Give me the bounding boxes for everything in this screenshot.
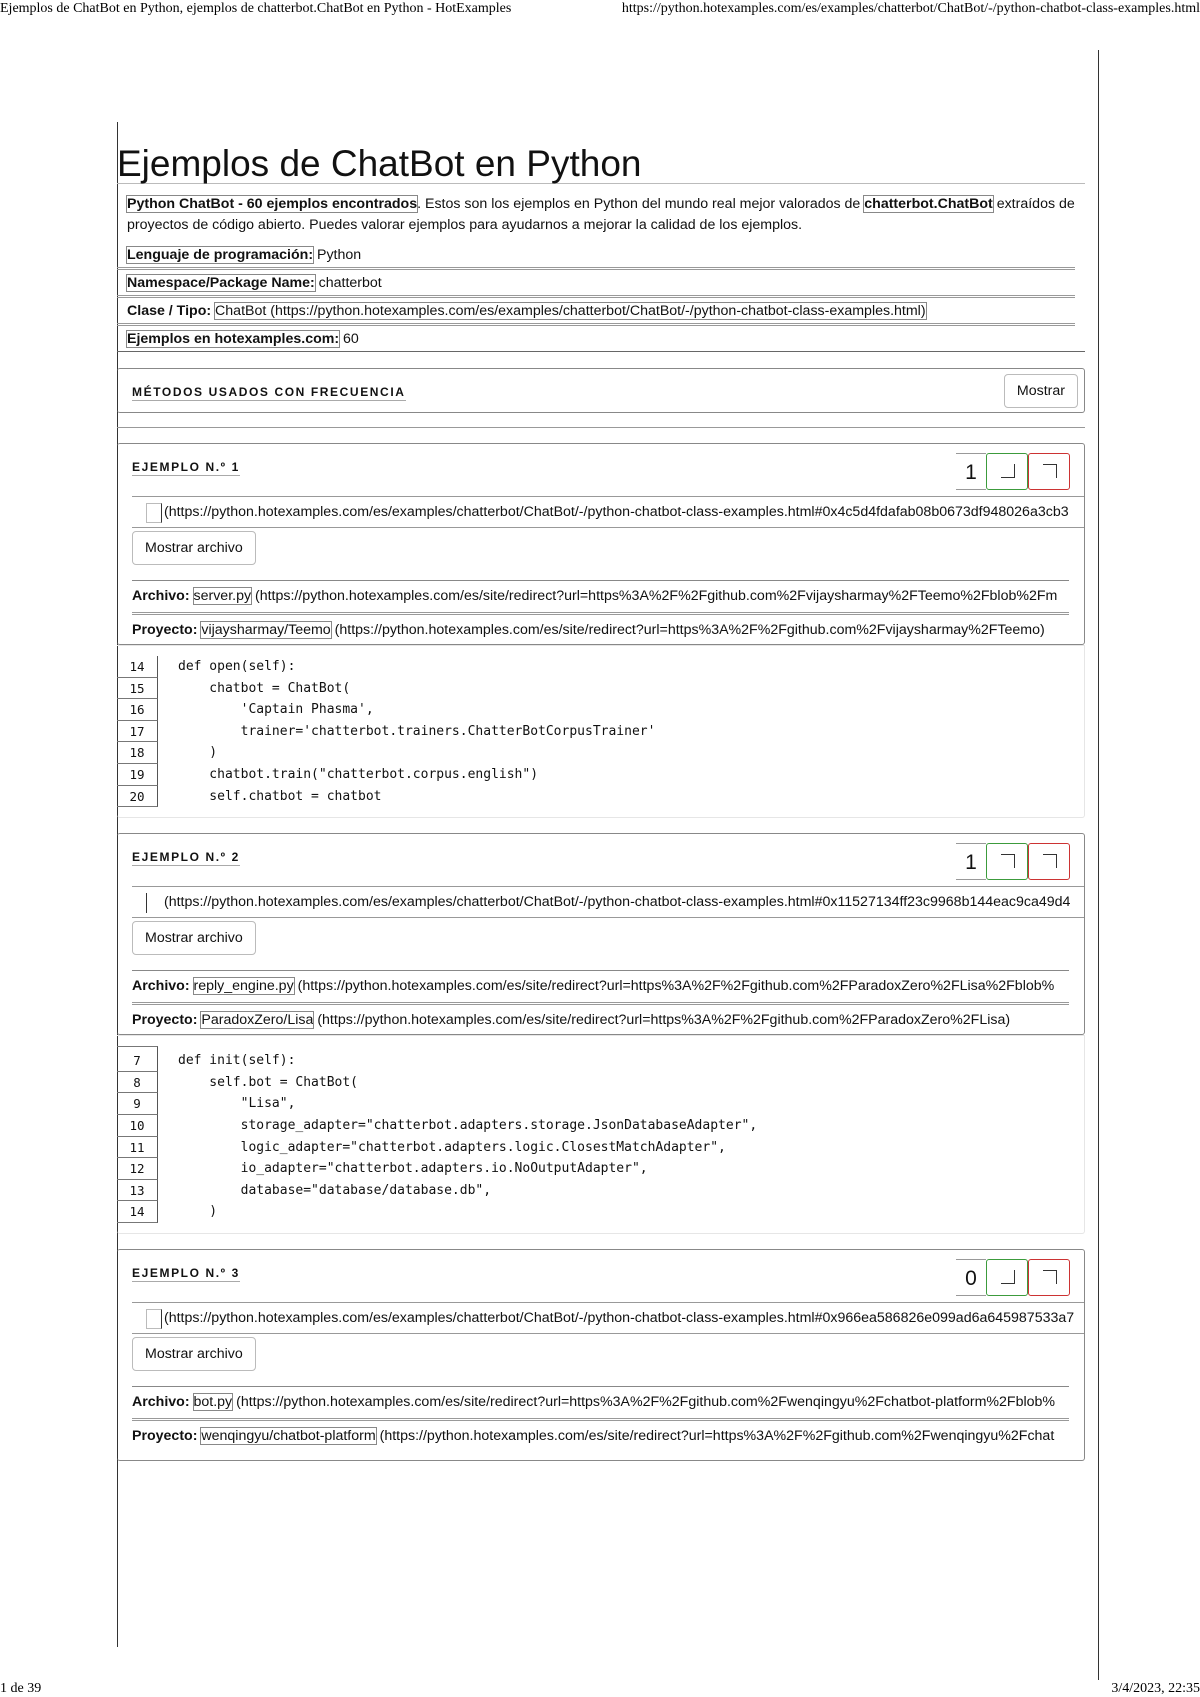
link-icon	[146, 1309, 162, 1329]
line-number: 9	[117, 1093, 158, 1115]
vote-widget	[956, 1259, 1070, 1296]
line-number: 10	[117, 1115, 158, 1137]
example-label: EJEMPLO N.º 1	[132, 460, 240, 474]
line-number: 15	[117, 678, 158, 700]
code-text: chatbot = ChatBot(	[178, 680, 351, 696]
show-methods-button[interactable]: Mostrar	[1004, 374, 1078, 408]
vote-count: 0	[956, 1259, 986, 1296]
code-line	[117, 721, 1084, 743]
page-content	[117, 122, 1085, 1461]
page-counter: 1 de 39	[0, 1681, 42, 1696]
vote-down-button[interactable]	[1028, 843, 1070, 880]
line-number: 8	[117, 1072, 158, 1094]
line-number: 20	[117, 786, 158, 808]
code-line	[117, 742, 1084, 764]
code-line	[117, 1072, 1084, 1094]
project-url[interactable]: (https://python.hotexamples.com/es/site/redirect?url=https%3A%2F%2Fgithub.com%2Fvijaysharmay%2FTeemo)	[330, 622, 1045, 638]
example-header	[117, 834, 1084, 886]
line-number: 19	[117, 764, 158, 786]
vote-up-button[interactable]	[986, 843, 1028, 880]
file-url[interactable]: (https://python.hotexamples.com/es/site/redirect?url=https%3A%2F%2Fgithub.com%2Fwenqingyu%2Fchatbot-platform%2Fblob%	[232, 1393, 1056, 1410]
show-file-button[interactable]: Mostrar archivo	[132, 531, 256, 565]
code-line	[117, 699, 1084, 721]
show-file-button[interactable]: Mostrar archivo	[132, 1337, 256, 1371]
thumb-up-icon	[1001, 464, 1015, 478]
project-name-link[interactable]: wenqingyu/chatbot-platform	[201, 1427, 376, 1444]
separator	[117, 413, 1085, 428]
project-label: Proyecto:	[132, 622, 198, 638]
line-number: 14	[117, 656, 158, 678]
intro-part-2: extraídos de proyectos de código abierto. Puedes valorar ejemplos para ayudarnos a mejorar la calidad de los ejemplos.	[127, 196, 1075, 233]
example-anchor-url: (https://python.hotexamples.com/es/examples/chatterbot/ChatBot/-/python-chatbot-class-examples.html#0x11527134ff23c9968b144eac9ca49d4	[164, 894, 1071, 911]
vote-count: 1	[956, 453, 986, 490]
vote-down-button[interactable]	[1028, 1259, 1070, 1296]
line-number: 14	[117, 1201, 158, 1223]
code-text: self.bot = ChatBot(	[178, 1074, 359, 1090]
line-number: 18	[117, 742, 158, 764]
code-line	[117, 764, 1084, 786]
code-text: def init(self):	[178, 1053, 296, 1069]
example-card	[117, 1249, 1085, 1461]
line-number: 17	[117, 721, 158, 743]
file-row	[132, 1386, 1069, 1418]
example-label: EJEMPLO N.º 2	[132, 850, 240, 865]
project-url[interactable]: (https://python.hotexamples.com/es/site/redirect?url=https%3A%2F%2Fgithub.com%2FParadoxZero%2FLisa)	[313, 1012, 1011, 1029]
code-text: def open(self):	[178, 659, 296, 674]
file-label: Archivo:	[132, 588, 190, 604]
example-anchor-link[interactable]	[132, 886, 1084, 918]
frequent-methods-label: MÉTODOS USADOS CON FRECUENCIA	[132, 385, 406, 399]
thumb-down-icon	[1043, 1270, 1057, 1284]
code-line	[117, 678, 1084, 700]
print-footer	[0, 1680, 1200, 1697]
file-row	[132, 580, 1069, 612]
code-text: logic_adapter="chatterbot.adapters.logic.ClosestMatchAdapter",	[178, 1139, 726, 1155]
file-label: Archivo:	[132, 1393, 190, 1410]
project-label: Proyecto:	[132, 1427, 198, 1444]
thumb-up-icon	[1001, 1270, 1015, 1284]
line-number: 12	[117, 1158, 158, 1180]
example-card	[117, 833, 1085, 1035]
example-anchor-link[interactable]	[132, 496, 1084, 528]
example-anchor-url: (https://python.hotexamples.com/es/examples/chatterbot/ChatBot/-/python-chatbot-class-examples.html#0x4c5d4fdafab08b0673df948026a3cb3	[164, 504, 1069, 520]
code-text: database="database/database.db",	[178, 1182, 492, 1198]
file-row	[132, 970, 1069, 1002]
intro-text	[117, 184, 1085, 236]
code-text: chatbot.train("chatterbot.corpus.english")	[178, 766, 539, 782]
code-line	[117, 786, 1084, 808]
code-line	[117, 1137, 1084, 1159]
vote-up-button[interactable]	[986, 453, 1028, 490]
code-block	[117, 1035, 1085, 1234]
vote-down-button[interactable]	[1028, 453, 1070, 490]
right-rule	[1098, 50, 1099, 1680]
meta-namespace	[117, 270, 1075, 298]
line-number: 7	[117, 1050, 158, 1072]
code-text: )	[178, 1204, 218, 1220]
code-text: trainer='chatterbot.trainers.ChatterBotCorpusTrainer'	[178, 723, 656, 739]
meta-language-label: Lenguaje de programación:	[127, 247, 314, 263]
example-anchor-link[interactable]	[132, 1302, 1084, 1334]
project-name-link[interactable]: ParadoxZero/Lisa	[201, 1012, 314, 1029]
example-header	[117, 1250, 1084, 1302]
code-text: storage_adapter="chatterbot.adapters.storage.JsonDatabaseAdapter",	[178, 1117, 758, 1133]
file-name-link[interactable]: bot.py	[193, 1393, 233, 1410]
project-row	[132, 1418, 1069, 1450]
vote-count: 1	[956, 843, 986, 880]
file-name-link[interactable]: server.py	[193, 588, 252, 604]
code-line	[117, 1201, 1084, 1223]
meta-count	[117, 326, 1085, 352]
link-icon	[146, 893, 162, 913]
meta-class	[117, 298, 1075, 326]
print-header-url: https://python.hotexamples.com/es/examples/chatterbot/ChatBot/-/python-chatbot-class-examples.html	[621, 1, 1200, 16]
show-file-button[interactable]: Mostrar archivo	[132, 921, 256, 955]
thumb-down-icon	[1043, 464, 1057, 478]
meta-namespace-value: chatterbot	[318, 275, 382, 291]
code-line	[117, 1115, 1084, 1137]
print-header-title: Ejemplos de ChatBot en Python, ejemplos de chatterbot.ChatBot en Python - HotExamples	[0, 1, 512, 16]
code-line	[117, 1180, 1084, 1202]
code-text: self.chatbot = chatbot	[178, 788, 382, 804]
project-label: Proyecto:	[132, 1012, 198, 1029]
intro-count: Python ChatBot - 60 ejemplos encontrados	[127, 196, 418, 212]
project-url[interactable]: (https://python.hotexamples.com/es/site/redirect?url=https%3A%2F%2Fgithub.com%2Fwenqingyu%2Fchat	[375, 1427, 1055, 1444]
code-text: 'Captain Phasma',	[178, 702, 374, 718]
thumb-up-icon	[1001, 854, 1015, 868]
line-number: 16	[117, 699, 158, 721]
vote-widget	[956, 453, 1070, 490]
file-url[interactable]: (https://python.hotexamples.com/es/site/redirect?url=https%3A%2F%2Fgithub.com%2FParadoxZero%2FLisa%2Fblob%	[293, 978, 1055, 995]
vote-up-button[interactable]	[986, 1259, 1028, 1296]
example-header	[117, 444, 1084, 496]
meta-count-value: 60	[343, 331, 359, 347]
print-timestamp: 3/4/2023, 22:35	[1111, 1681, 1200, 1696]
meta-class-label: Clase / Tipo:	[127, 303, 212, 319]
file-url[interactable]: (https://python.hotexamples.com/es/site/redirect?url=https%3A%2F%2Fgithub.com%2Fvijaysharmay%2FTeemo%2Fblob%2Fm	[251, 588, 1058, 604]
meta-language-value: Python	[317, 247, 362, 263]
intro-class-name: chatterbot.ChatBot	[864, 196, 993, 212]
code-line	[117, 1158, 1084, 1180]
code-line	[117, 1050, 1084, 1072]
link-icon	[146, 503, 162, 523]
code-line	[117, 656, 1084, 678]
code-block	[117, 645, 1085, 818]
intro-part-1: . Estos son los ejemplos en Python del mundo real mejor valorados de	[417, 196, 865, 212]
code-text: "Lisa",	[178, 1096, 296, 1112]
line-number: 11	[117, 1137, 158, 1159]
file-label: Archivo:	[132, 978, 190, 995]
example-label: EJEMPLO N.º 3	[132, 1265, 240, 1280]
meta-class-link[interactable]: ChatBot (https://python.hotexamples.com/es/examples/chatterbot/ChatBot/-/python-chatbot-class-examples.html)	[215, 303, 926, 319]
code-text: )	[178, 745, 218, 761]
file-name-link[interactable]: reply_engine.py	[193, 978, 294, 995]
code-text: io_adapter="chatterbot.adapters.io.NoOutputAdapter",	[178, 1161, 648, 1177]
thumb-down-icon	[1043, 854, 1057, 868]
project-row	[132, 1002, 1069, 1034]
code-line	[117, 1093, 1084, 1115]
page-title: Ejemplos de ChatBot en Python	[117, 122, 1085, 184]
print-header	[0, 0, 1200, 18]
line-number: 13	[117, 1180, 158, 1202]
project-row	[132, 612, 1069, 644]
example-card	[117, 443, 1085, 645]
example-anchor-url: (https://python.hotexamples.com/es/examples/chatterbot/ChatBot/-/python-chatbot-class-examples.html#0x966ea586826e099ad6a645987533a7	[164, 1309, 1075, 1326]
project-name-link[interactable]: vijaysharmay/Teemo	[201, 622, 331, 638]
meta-namespace-label: Namespace/Package Name:	[127, 275, 315, 291]
meta-count-label: Ejemplos en hotexamples.com:	[127, 331, 340, 347]
vote-widget	[956, 843, 1070, 880]
frequent-methods-card	[117, 368, 1085, 413]
meta-language	[117, 242, 1075, 270]
